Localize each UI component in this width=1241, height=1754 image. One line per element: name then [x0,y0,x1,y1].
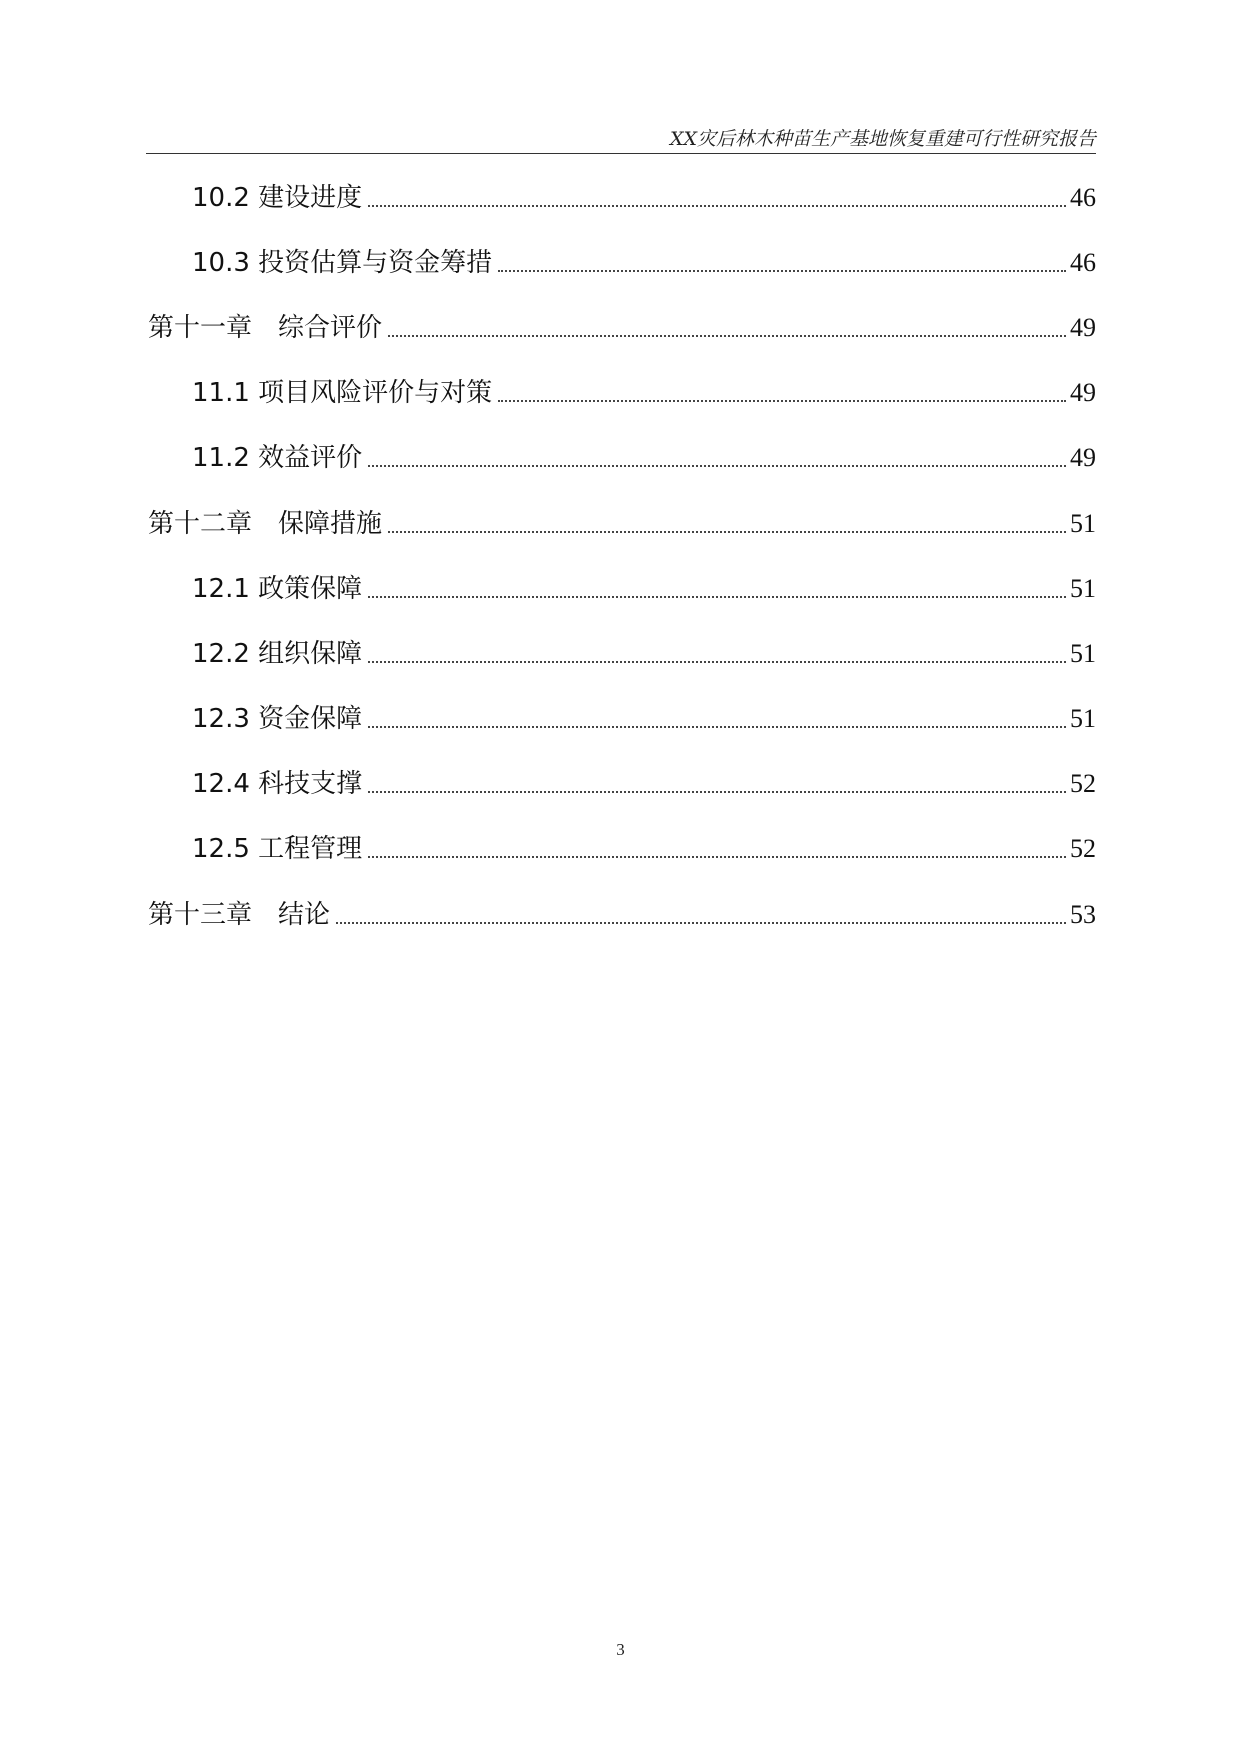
toc-entry-label: 第十三章 结论 [148,899,331,930]
toc-entry[interactable] [148,361,1096,426]
dot-leader [368,791,1066,793]
dot-leader [368,596,1066,598]
toc-entry[interactable] [148,752,1096,817]
toc-entry-label: 第十二章 保障措施 [148,508,383,539]
toc-chapter-entry[interactable] [148,491,1096,556]
dot-leader [368,661,1066,663]
toc-entry-label: 第十一章 综合评价 [148,312,383,343]
toc-entry-label: 10.2 建设进度 [192,182,363,213]
toc-entry-page: 49 [1070,443,1096,473]
toc-entry-label: 12.4 科技支撑 [192,769,363,800]
running-header: XX灾后林木种苗生产基地恢复重建可行性研究报告 [669,128,1096,150]
toc-entry[interactable] [148,230,1096,295]
dot-leader [368,465,1066,467]
toc-entry-page: 51 [1070,638,1096,668]
page-number: 3 [616,1640,625,1659]
toc-entry-label: 12.1 政策保障 [192,573,363,604]
toc-entry[interactable] [148,817,1096,882]
toc-entry-page: 53 [1070,899,1096,929]
toc-entry-page: 46 [1070,247,1096,277]
toc-entry[interactable] [148,165,1096,230]
toc-entry-page: 49 [1070,378,1096,408]
dot-leader [368,726,1066,728]
toc-entry-label: 12.3 资金保障 [192,704,363,735]
toc-entry-label: 11.1 项目风险评价与对策 [192,378,493,409]
toc-entry-page: 49 [1070,312,1096,342]
toc-entry-page: 51 [1070,573,1096,603]
toc-entry-page: 52 [1070,769,1096,799]
dot-leader [498,270,1066,272]
toc-entry-page: 51 [1070,704,1096,734]
toc-entry-page: 52 [1070,834,1096,864]
toc-entry[interactable] [148,621,1096,686]
toc-entry-page: 51 [1070,508,1096,538]
toc-entry-page: 46 [1070,182,1096,212]
toc-chapter-entry[interactable] [148,295,1096,360]
dot-leader [368,856,1066,858]
toc-entry-label: 10.3 投资估算与资金筹措 [192,247,493,278]
toc-entry[interactable] [148,687,1096,752]
dot-leader [368,205,1066,207]
toc-entry[interactable] [148,426,1096,491]
toc-entry-label: 12.5 工程管理 [192,834,363,865]
header-divider [146,153,1096,154]
toc-entry[interactable] [148,556,1096,621]
dot-leader [498,400,1066,402]
dot-leader [388,335,1066,337]
dot-leader [388,531,1066,533]
table-of-contents [148,165,1096,947]
dot-leader [336,922,1066,924]
toc-entry-label: 12.2 组织保障 [192,638,363,669]
toc-entry-label: 11.2 效益评价 [192,443,363,474]
toc-chapter-entry[interactable] [148,882,1096,947]
